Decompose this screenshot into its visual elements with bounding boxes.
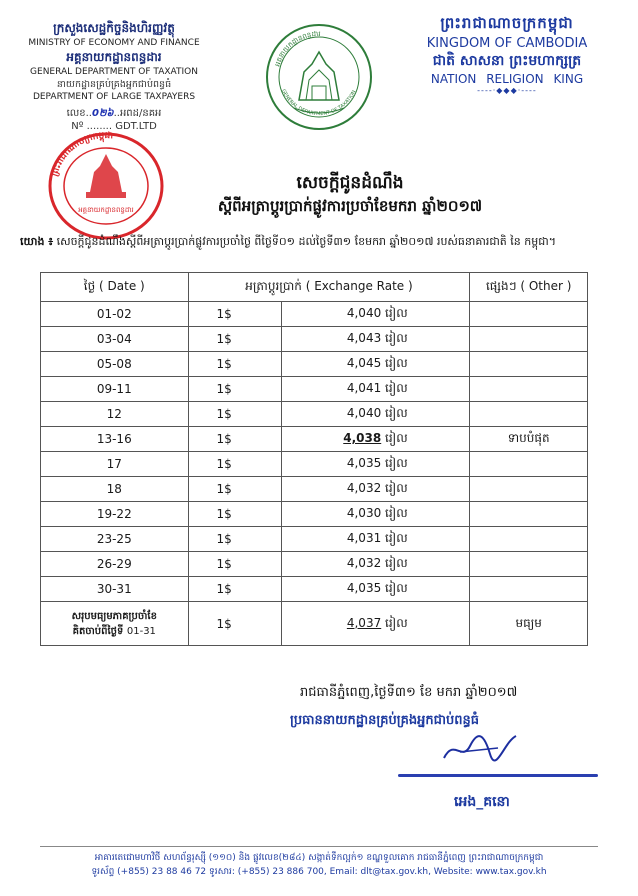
header-other: ផ្សេងៗ ( Other ) xyxy=(470,273,588,302)
logo-arc-text: អគ្គនាយកដ្ឋានពន្ធដារ xyxy=(273,29,321,68)
row-unit: រៀល xyxy=(385,531,408,545)
row-value: 4,032 xyxy=(346,481,382,495)
ministry-name-en: MINISTRY OF ECONOMY AND FINANCE xyxy=(28,38,200,48)
stamp-inner-text: អគ្គនាយកដ្ឋានពន្ធដារ xyxy=(78,206,134,214)
ref-no-suffix: GDT.LTD xyxy=(115,121,157,132)
stamp-arc-text: ព្រះរាជាណាចក្រកម្ពុជា xyxy=(49,130,114,178)
row-value-cell xyxy=(281,377,470,402)
row-value-cell xyxy=(281,327,470,352)
table-row xyxy=(41,527,588,552)
department-name-en: GENERAL DEPARTMENT OF TAXATION xyxy=(30,67,198,77)
exchange-rate-table xyxy=(40,272,588,646)
row-currency: 1$ xyxy=(188,552,281,577)
table-row xyxy=(41,377,588,402)
row-unit: រៀល xyxy=(385,381,408,395)
logo-arc-text-en: GENERAL DEPARTMENT OF TAXATION xyxy=(280,88,358,118)
average-label-line2: គិតចាប់ពីថ្ងៃទី xyxy=(72,625,124,637)
row-value: 4,045 xyxy=(346,356,382,370)
row-value: 4,041 xyxy=(346,381,382,395)
table-row xyxy=(41,402,588,427)
footer-contact: ទូរស័ព្ទ (+855) 23 88 46 72 ទូរសារ: (+855) 23 886 700, Email: dlt@tax.gov.kh, Website: www.tax.gov.kh xyxy=(91,867,547,877)
row-unit: រៀល xyxy=(385,506,408,520)
footer-divider xyxy=(40,846,598,847)
row-currency: 1$ xyxy=(188,427,281,452)
row-value-cell xyxy=(281,577,470,602)
reference-text: សេចក្តីជូនដំណឹងស្តីពីអត្រាប្តូរប្រាក់ផ្លូវការប្រចាំថ្ងៃ ពីថ្ងៃទី០១ ដល់ថ្ងៃទី៣១ ខែមករា ឆ្នាំ២០១៧ របស់ធនាគារជាតិ នៃ កម្ពុជា។ xyxy=(56,235,556,248)
row-unit: រៀល xyxy=(385,556,408,570)
row-value: 4,035 xyxy=(346,581,382,595)
average-label-cell xyxy=(41,602,189,646)
row-currency: 1$ xyxy=(188,577,281,602)
row-other xyxy=(470,452,588,477)
svg-text:GENERAL DEPARTMENT OF TAXATION xyxy=(280,88,358,117)
row-date: 26-29 xyxy=(41,552,189,577)
reference-label: យោង ៖ xyxy=(20,235,54,248)
footer-address: អាគារតេជោមហាវិថី សហព័ន្ធរុស្ស៊ី (១១០) និង ផ្លូវលេខ(២៨៤) សង្កាត់ទឹកល្អក់១ ខណ្ឌទួលគោក រាជធានីភ្នំពេញ ព្រះរាជាណាចក្រកម្ពុជា xyxy=(94,853,544,863)
table-row xyxy=(41,577,588,602)
row-value: 4,040 xyxy=(346,306,382,320)
average-other: មធ្យម xyxy=(470,602,588,646)
department-name-km: អគ្គនាយកដ្ឋានពន្ធដារ xyxy=(66,50,162,64)
row-other: ទាបបំផុត xyxy=(470,427,588,452)
unit-name-km: នាយកដ្ឋានគ្រប់គ្រងអ្នកជាប់ពន្ធធំ xyxy=(56,79,172,90)
row-currency: 1$ xyxy=(188,477,281,502)
row-unit: រៀល xyxy=(385,481,408,495)
row-date: 18 xyxy=(41,477,189,502)
row-other xyxy=(470,377,588,402)
document-title: សេចក្តីជូនដំណឹង xyxy=(296,173,404,193)
row-currency: 1$ xyxy=(188,302,281,327)
row-other xyxy=(470,477,588,502)
header-date: ថ្ងៃ ( Date ) xyxy=(41,273,189,302)
row-value-cell xyxy=(281,502,470,527)
ref-prefix: លេខ xyxy=(66,108,86,119)
header-exchange-rate: អត្រាប្តូរប្រាក់ ( Exchange Rate ) xyxy=(188,273,470,302)
row-value: 4,032 xyxy=(346,556,382,570)
row-date: 01-02 xyxy=(41,302,189,327)
unit-name-en: DEPARTMENT OF LARGE TAXPAYERS xyxy=(32,92,196,102)
row-value-cell xyxy=(281,427,470,452)
row-currency: 1$ xyxy=(188,527,281,552)
table-row xyxy=(41,477,588,502)
row-date: 12 xyxy=(41,402,189,427)
row-currency: 1$ xyxy=(188,502,281,527)
table-row xyxy=(41,352,588,377)
table-row xyxy=(41,327,588,352)
row-unit: រៀល xyxy=(385,406,408,420)
kingdom-name-km: ព្រះរាជាណាចក្រកម្ពុជា xyxy=(440,14,574,32)
average-currency: 1$ xyxy=(188,602,281,646)
document-subtitle: ស្តីពីអត្រាប្តូរប្រាក់ផ្លូវការប្រចាំខែមករា ឆ្នាំ២០១៧ xyxy=(217,197,483,215)
kingdom-name-en: KINGDOM OF CAMBODIA xyxy=(426,36,588,51)
row-other xyxy=(470,552,588,577)
ref-no-label: Nº xyxy=(71,121,84,132)
signer-name: អេង_គនោ xyxy=(454,794,510,810)
signature-underline xyxy=(398,774,598,777)
row-value-cell xyxy=(281,552,470,577)
average-unit: រៀល xyxy=(385,615,408,630)
row-currency: 1$ xyxy=(188,327,281,352)
handwritten-signature xyxy=(440,728,520,768)
signer-title: ប្រធាននាយកដ្ឋានគ្រប់គ្រងអ្នកជាប់ពន្ធធំ xyxy=(290,713,480,728)
reference-number: លេខ..0២៦..អពដ/នគអ Nº ........ GDT.LTD xyxy=(66,108,162,132)
row-date: 09-11 xyxy=(41,377,189,402)
row-date: 05-08 xyxy=(41,352,189,377)
average-value-cell xyxy=(281,602,470,646)
row-value: 4,030 xyxy=(346,506,382,520)
row-currency: 1$ xyxy=(188,377,281,402)
ref-suffix: អពដ/នគអ xyxy=(119,108,162,119)
average-row xyxy=(41,602,588,646)
row-value: 4,040 xyxy=(346,406,382,420)
row-other xyxy=(470,502,588,527)
table-row xyxy=(41,302,588,327)
row-currency: 1$ xyxy=(188,352,281,377)
table-row xyxy=(41,552,588,577)
average-range: 01-31 xyxy=(126,625,156,637)
row-value-cell xyxy=(281,352,470,377)
ministry-header xyxy=(14,20,214,132)
table-row xyxy=(41,427,588,452)
average-label-line1: សរុបមធ្យមភាគប្រចាំខែ xyxy=(71,610,157,622)
row-unit: រៀល xyxy=(385,356,408,370)
row-value: 4,038 xyxy=(343,431,382,445)
row-unit: រៀល xyxy=(385,306,408,320)
row-date: 23-25 xyxy=(41,527,189,552)
row-date: 30-31 xyxy=(41,577,189,602)
table-row xyxy=(41,452,588,477)
row-other xyxy=(470,402,588,427)
place-and-date: រាជធានីភ្នំពេញ,ថ្ងៃទី៣១ ខែ មករា ឆ្នាំ២០១៧ xyxy=(300,685,518,700)
row-currency: 1$ xyxy=(188,452,281,477)
row-value: 4,031 xyxy=(346,531,382,545)
row-unit: រៀល xyxy=(385,581,408,595)
row-value: 4,035 xyxy=(346,456,382,470)
row-other xyxy=(470,327,588,352)
average-value: 4,037 xyxy=(346,615,382,630)
row-currency: 1$ xyxy=(188,402,281,427)
row-value-cell xyxy=(281,477,470,502)
table-header-row xyxy=(41,273,588,302)
row-date: 17 xyxy=(41,452,189,477)
row-date: 19-22 xyxy=(41,502,189,527)
row-value-cell xyxy=(281,527,470,552)
ref-number: 0២៦ xyxy=(91,108,114,119)
table-row xyxy=(41,502,588,527)
ornament-divider: ----·◆◆◆·---- xyxy=(477,86,537,95)
motto-km: ជាតិ សាសនា ព្រះមហាក្សត្រ xyxy=(432,53,582,69)
row-date: 03-04 xyxy=(41,327,189,352)
official-red-stamp xyxy=(46,126,176,246)
row-value-cell xyxy=(281,402,470,427)
row-other xyxy=(470,527,588,552)
kingdom-header xyxy=(402,14,612,95)
reference-line xyxy=(20,235,620,251)
row-other xyxy=(470,577,588,602)
row-unit: រៀល xyxy=(385,456,408,470)
motto-en: NATION RELIGION KING xyxy=(430,72,584,86)
row-other xyxy=(470,352,588,377)
row-value-cell xyxy=(281,452,470,477)
row-date: 13-16 xyxy=(41,427,189,452)
row-other xyxy=(470,302,588,327)
gdt-emblem-logo xyxy=(264,22,374,132)
row-unit: រៀល xyxy=(385,331,408,345)
row-value: 4,043 xyxy=(346,331,382,345)
row-unit: រៀល xyxy=(385,431,408,445)
ministry-name-km: ក្រសួងសេដ្ឋកិច្ចនិងហិរញ្ញវត្ថុ xyxy=(53,21,175,35)
row-value-cell xyxy=(281,302,470,327)
